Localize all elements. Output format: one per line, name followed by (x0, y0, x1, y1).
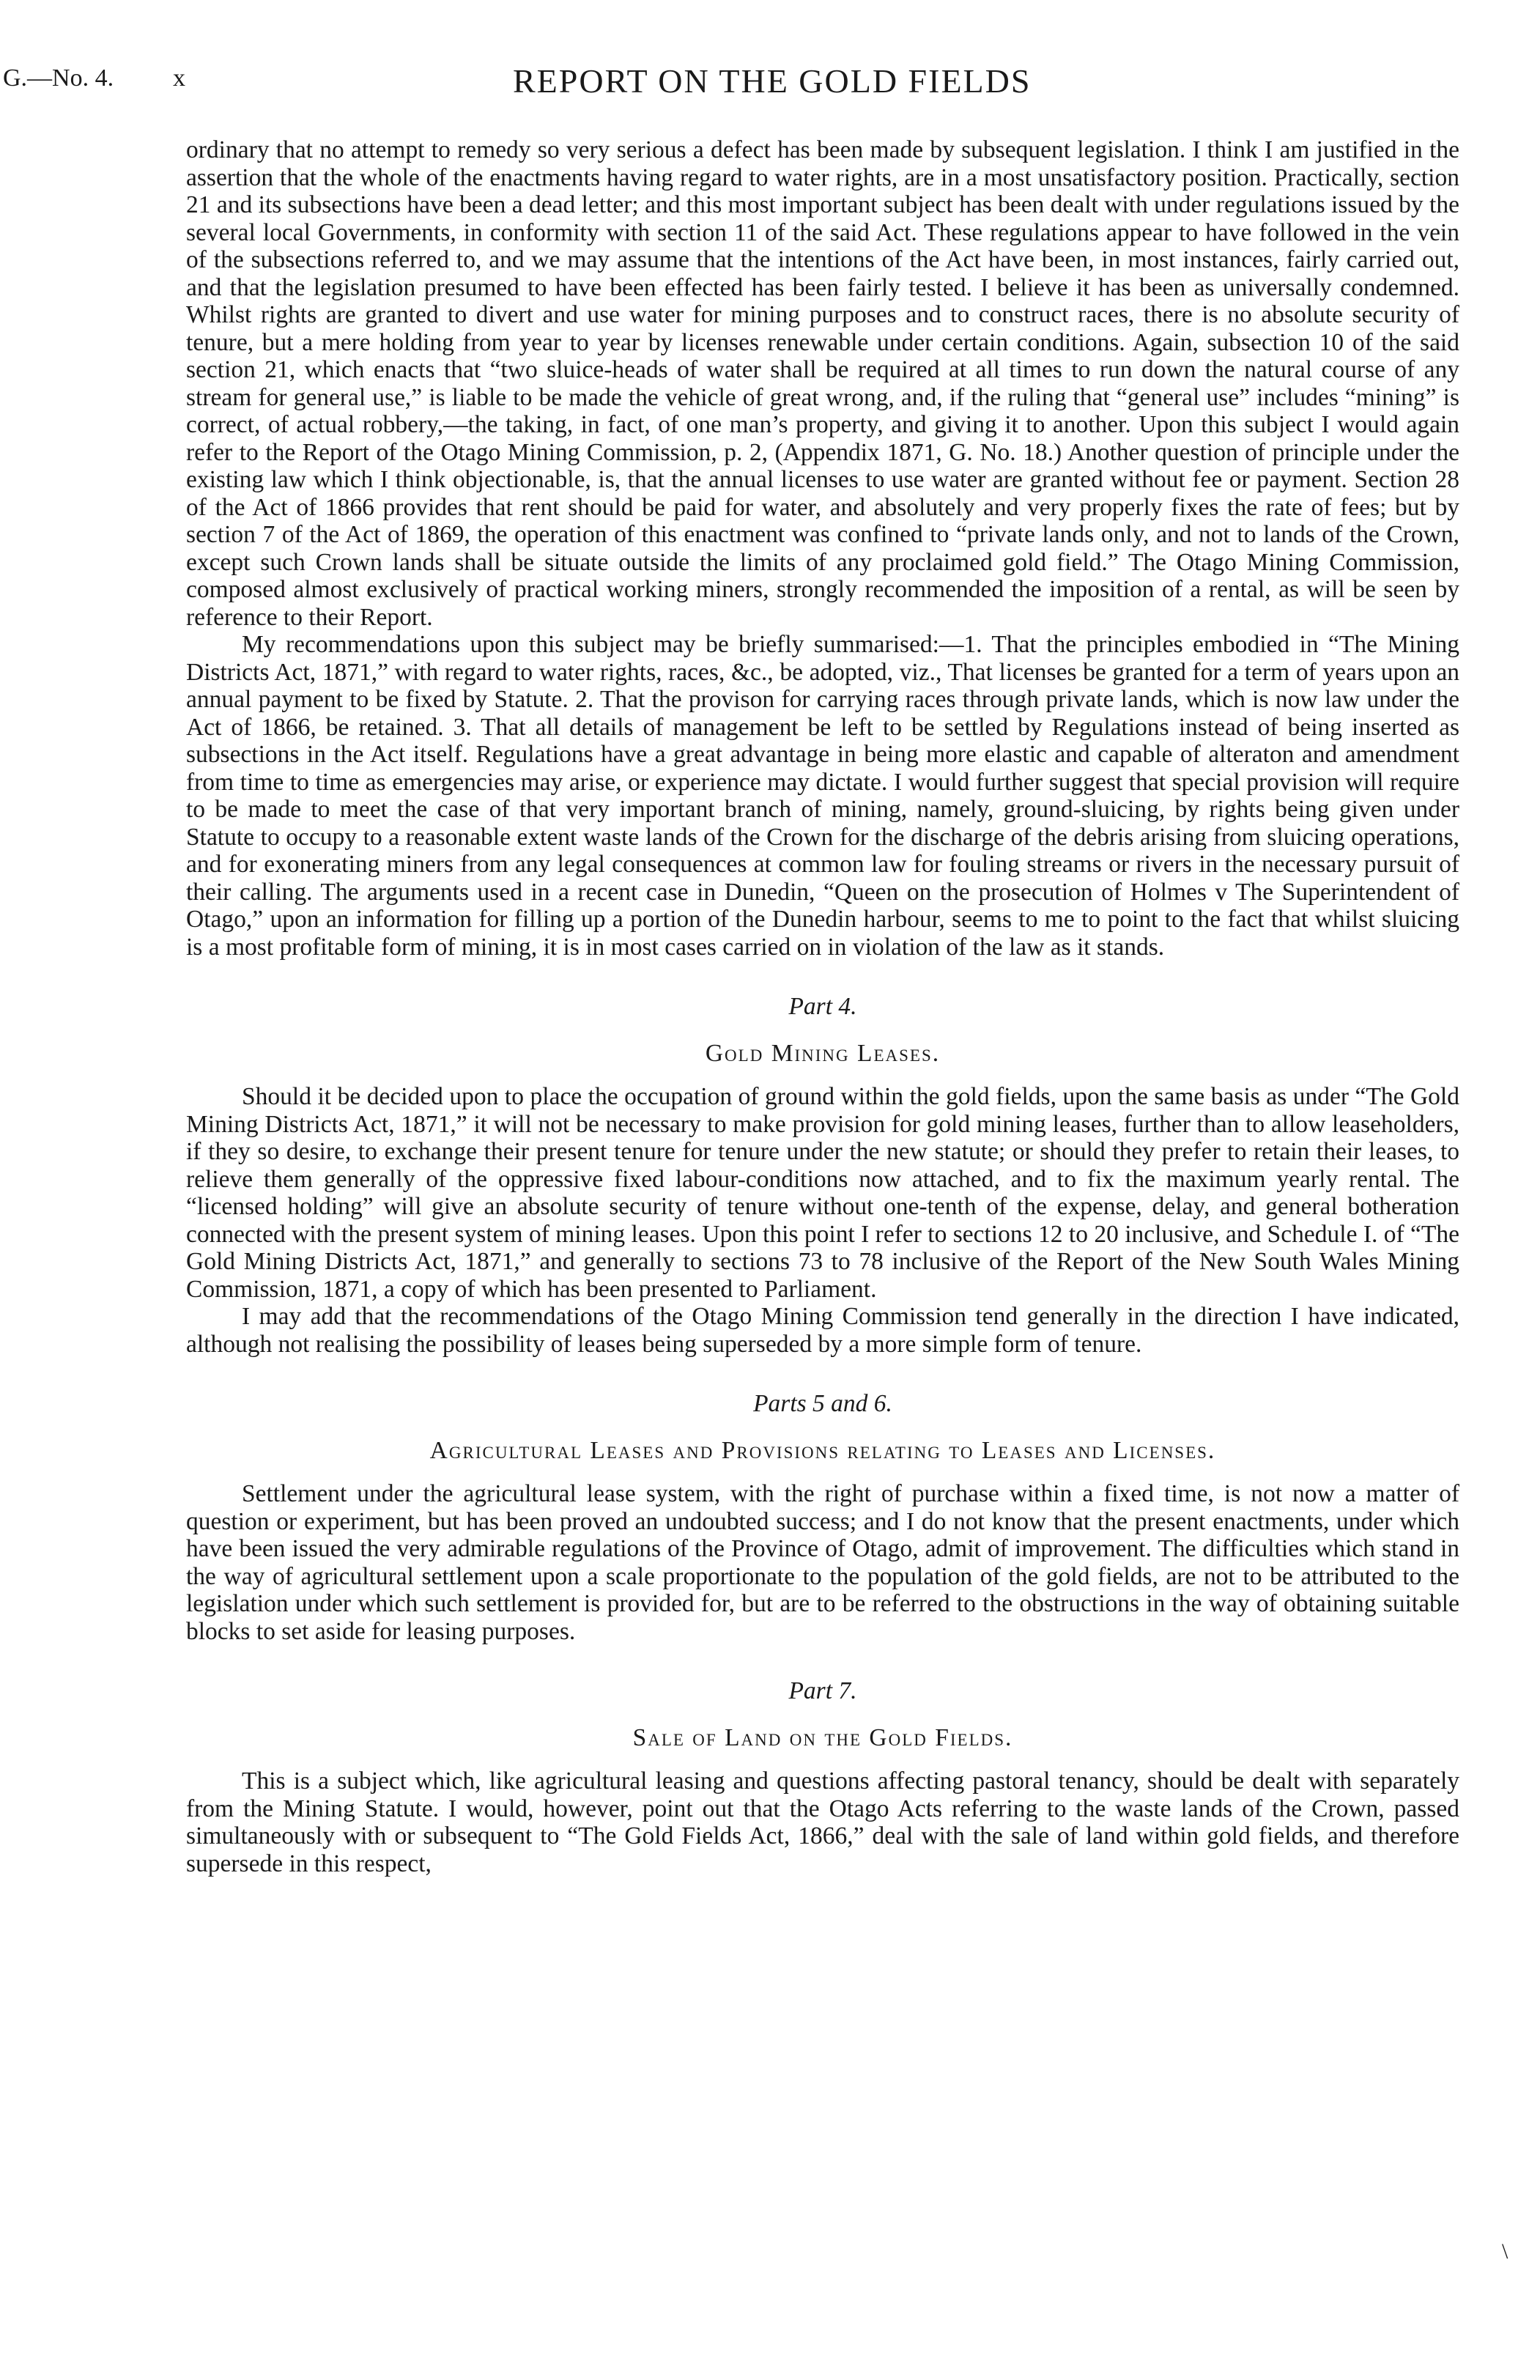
page-header (0, 62, 1540, 106)
part-7-heading: Part 7. (788, 1677, 857, 1704)
part-4-heading: Part 4. (788, 993, 857, 1020)
document-body (186, 136, 1459, 1877)
paragraph-water-rights: ordinary that no attempt to remedy so very serious a defect has been made by subsequent legislation. I think I am justified in the assertion that the whole of the enactments having regard to water rights, are in a most unsatisfactory position. Practically, section 21 and its subsections have been a dead letter; and this most important subject has been dealt with under regulations issued by the several local Governments, in conformity with section 11 of the said Act. These regulations appear to have followed in the vein of the subsections referred to, and we may assume that the intentions of the Act have been, in most instances, fairly carried out, and that the legislation presumed to have been effected has been fairly tested. I believe it has been as universally condemned. Whilst rights are granted to divert and use water for mining purposes and to construct races, there is no absolute security of tenure, but a mere holding from year to year by licenses renewable under certain conditions. Again, subsection 10 of the said section 21, which enacts that “two sluice-heads of water shall be required at all times to run down the natural course of any stream for general use,” is liable to be made the vehicle of great wrong, and, if the ruling that “general use” includes “mining” is correct, of actual robbery,—the taking, in fact, of one man’s property, and giving it to another. Upon this subject I would again refer to the Report of the Otago Mining Commission, p. 2, (Appendix 1871, G. No. 18.) Another question of principle under the existing law which I think objectionable, is, that the annual licenses to use water are granted without fee or payment. Section 28 of the Act of 1866 provides that rent should be paid for water, and absolutely and very properly fixes the rate of fees; but by section 7 of the Act of 1869, the operation of this enactment was confined to “private lands only, and not to lands of the Crown, except such Crown lands shall be situate outside the limits of any proclaimed gold field.” The Otago Mining Commission, composed almost exclusively of practical working miners, strongly recommended the imposition of a rental, as will be seen by reference to their Report. (186, 136, 1459, 631)
document-id: G.—No. 4. (3, 64, 114, 92)
page-number: x (173, 64, 185, 92)
paragraph-otago-commission: I may add that the recommendations of the Otago Mining Commission tend generally in the direction I have indicated, although not realising the possibility of leases being superseded by a more simple form of tenure. (186, 1303, 1459, 1358)
part-7-title: Sale of Land on the Gold Fields. (632, 1723, 1013, 1751)
paragraph-gold-mining-leases: Should it be decided upon to place the occupation of ground within the gold fields, upon the same basis as under “The Gold Mining Districts Act, 1871,” it will not be necessary to make provision for gold mining leases, further than to allow leaseholders, if they so desire, to exchange their present tenure for tenure under the new statute; or should they prefer to retain their leases, to relieve them generally of the oppressive fixed labour-conditions now attached, and to fix the maximum yearly rental. The “licensed holding” will give an absolute security of tenure without one-tenth of the expense, delay, and general botheration connected with the present system of mining leases. Upon this point I refer to sections 12 to 20 inclusive, and Schedule I. of “The Gold Mining Districts Act, 1871,” and generally to sections 73 to 78 inclusive of the Report of the New South Wales Mining Commission, 1871, a copy of which has been presented to Parliament. (186, 1083, 1459, 1303)
paragraph-sale-of-land: This is a subject which, like agricultural leasing and questions affecting pastoral tenancy, should be dealt with separately from the Mining Statute. I would, however, point out that the Otago Acts referring to the waste lands of the Crown, passed simultaneously with or subsequent to “The Gold Fields Act, 1866,” deal with the sale of land within gold fields, and therefore supersede in this respect, (186, 1767, 1459, 1877)
part-4-title: Gold Mining Leases. (705, 1039, 941, 1067)
paragraph-recommendations: My recommendations upon this subject may be briefly summarised:—1. That the principles embodied in “The Mining Districts Act, 1871,” with regard to water rights, races, &c., be adopted, viz., That licenses be granted for a term of years upon an annual payment to be fixed by Statute. 2. That the provison for carrying races through private lands, which is now law under the Act of 1866, be retained. 3. That all details of management be left to be settled by Regulations instead of being inserted as subsections in the Act itself. Regulations have a great advantage in being more elastic and capable of alteraton and amendment from time to time as emergencies may arise, or experience may dictate. I would further suggest that special provision will require to be made to meet the case of that very important branch of mining, namely, ground-sluicing, by rights being given under Statute to occupy to a reasonable extent waste lands of the Crown for the discharge of the debris arising from sluicing operations, and for exonerating miners from any legal consequences at common law for fouling streams or rivers in the necessary pursuit of their calling. The arguments used in a recent case in Dunedin, “Queen on the prosecution of Holmes v The Superintendent of Otago,” upon an information for filling up a portion of the Dunedin harbour, seems to me to point to the fact that whilst sluicing is a most profitable form of mining, it is in most cases carried on in violation of the law as it stands. (186, 631, 1459, 961)
parts-5-6-heading: Parts 5 and 6. (753, 1390, 892, 1417)
margin-mark: \ (1502, 2239, 1508, 2263)
running-title: REPORT ON THE GOLD FIELDS (513, 62, 1032, 100)
paragraph-agricultural-leases: Settlement under the agricultural lease system, with the right of purchase within a fixed time, is not now a matter of question or experiment, but has been proved an undoubted success; and I do not know that the present enactments, under which have been issued the very admirable regulations of the Province of Otago, admit of improvement. The difficulties which stand in the way of agricultural settlement upon a scale proportionate to the population of the gold fields, are not to be attributed to the legislation under which such settlement is provided for, but are to be referred to the obstructions in the way of obtaining suitable blocks to set aside for leasing purposes. (186, 1480, 1459, 1645)
parts-5-6-title: Agricultural Leases and Provisions relating to Leases and Licenses. (429, 1436, 1216, 1464)
